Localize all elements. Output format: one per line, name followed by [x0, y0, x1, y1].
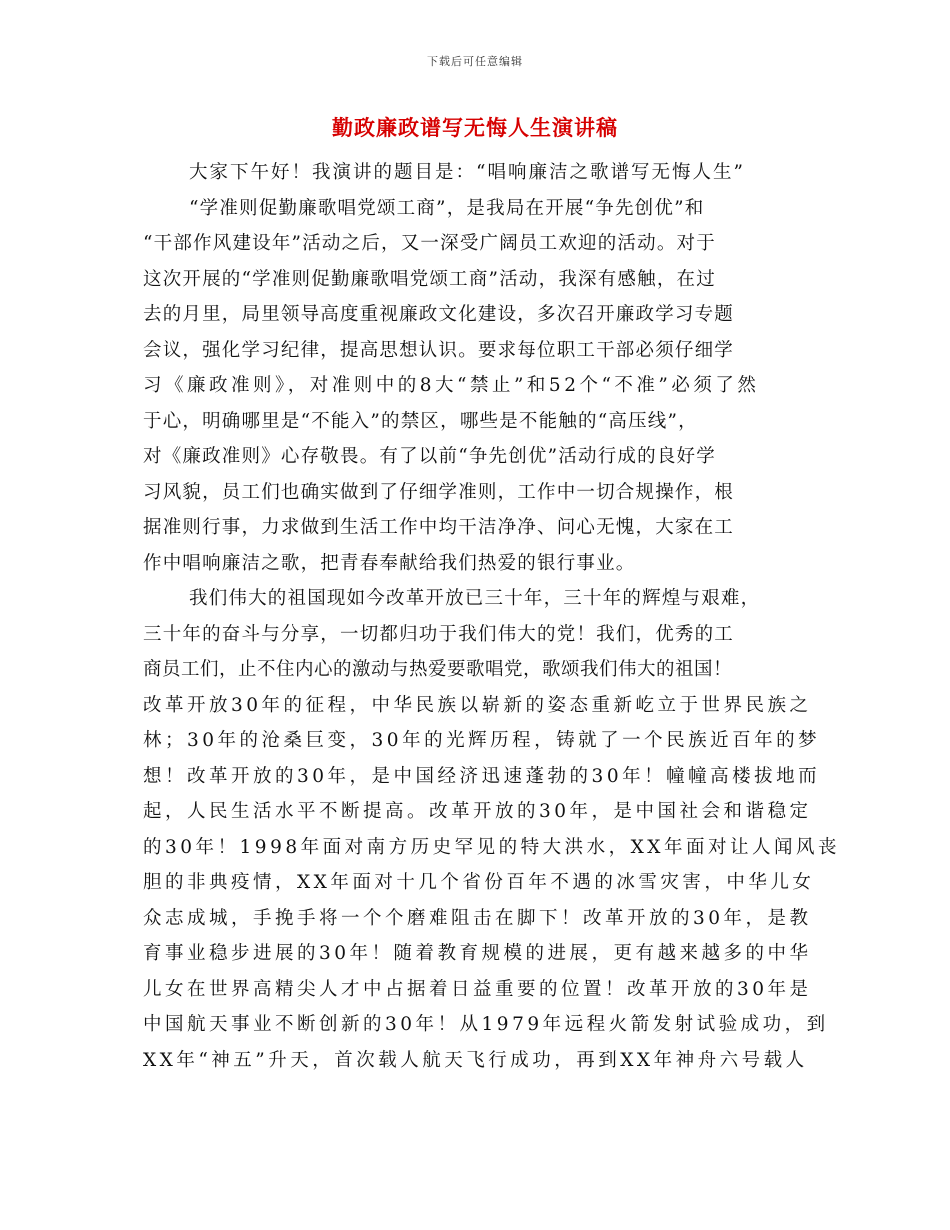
body-line: 对《廉政准则》心存敬畏。有了以前“争先创优”活动行成的良好学 — [143, 446, 716, 467]
body-line: 习风貌，员工们也确实做到了仔细学准则，工作中一切合规操作，根 — [143, 481, 735, 503]
document-body — [143, 155, 840, 1078]
body-line: 商员工们，止不住内心的激动与热爱要歌唱党，歌颂我们伟大的祖国！ — [143, 659, 733, 680]
body-line: 育事业稳步进展的30年！随着教育规模的进展，更有越来越多的中华 — [143, 943, 812, 964]
body-line: 林；30年的沧桑巨变，30年的光辉历程，铸就了一个民族近百年的梦 — [143, 730, 821, 751]
body-line: 胆的非典疫情，XX年面对十几个省份百年不遇的冰雪灾害，中华儿女 — [143, 872, 815, 893]
body-line: 众志成城，手挽手将一个个磨难阻击在脚下！改革开放的30年，是教 — [143, 907, 812, 929]
body-line: 我们伟大的祖国现如今改革开放已三十年，三十年的辉煌与艰难， — [189, 588, 761, 609]
body-line: 于心，明确哪里是“不能入”的禁区，哪些是不能触的“高压线”， — [143, 410, 698, 432]
body-line: 改革开放30年的征程，中华民族以崭新的姿态重新屹立于世界民族之 — [143, 694, 812, 716]
body-line: 起，人民生活水平不断提高。改革开放的30年，是中国社会和谐稳定 — [143, 801, 812, 822]
body-line: “学准则促勤廉歌唱党颂工商”，是我局在开展“争先创优”和 — [189, 197, 705, 219]
body-line: 的30年！1998年面对南方历史罕见的特大洪水，XX年面对让人闻风丧 — [143, 836, 840, 858]
body-line: 这次开展的“学准则促勤廉歌唱党颂工商”活动，我深有感触，在过 — [143, 268, 716, 290]
header-note: 下载后可任意编辑 — [427, 55, 523, 68]
body-line: 去的月里，局里领导高度重视廉政文化建设，多次召开廉政学习专题 — [143, 304, 735, 325]
body-line: XX年“神五”升天，首次载人航天飞行成功，再到XX年神舟六号载人 — [143, 1049, 808, 1071]
body-line: 据准则行事，力求做到生活工作中均干洁净净、问心无愧，大家在工 — [143, 517, 735, 538]
body-line: 会议，强化学习纪律，提高思想认识。要求每位职工干部必须仔细学 — [143, 339, 735, 361]
body-line: 习《廉政准则》，对准则中的8大“禁止”和52个“不准”必须了然 — [143, 375, 760, 396]
body-line: 想！改革开放的30年，是中国经济迅速蓬勃的30年！幢幢高楼拔地而 — [143, 765, 821, 787]
body-line: 大家下午好！我演讲的题目是：“唱响廉洁之歌谱写无悔人生” — [189, 162, 745, 183]
body-line: “干部作风建设年”活动之后，又一深受广阔员工欢迎的活动。对于 — [143, 233, 716, 254]
body-line: 作中唱响廉洁之歌，把青春奉献给我们热爱的银行事业。 — [143, 552, 636, 574]
body-line: 中国航天事业不断创新的30年！从1979年远程火箭发射试验成功，到 — [143, 1014, 829, 1035]
document-title: 勤政廉政谱写无悔人生演讲稿 — [332, 115, 618, 140]
body-line: 儿女在世界高精尖人才中占据着日益重要的位置！改革开放的30年是 — [143, 978, 812, 1000]
body-line: 三十年的奋斗与分享，一切都归功于我们伟大的党！我们，优秀的工 — [143, 623, 735, 645]
